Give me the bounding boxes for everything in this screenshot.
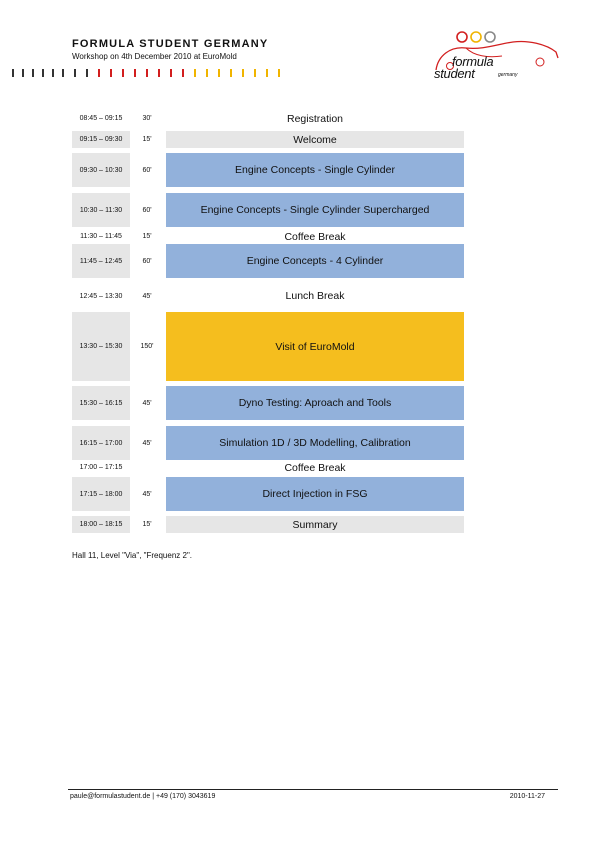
- location-note: Hall 11, Level "Via", "Frequenz 2".: [72, 551, 193, 560]
- session-title: Coffee Break: [166, 230, 464, 243]
- session-duration: 15': [142, 136, 152, 143]
- logo-word-germany: germany: [498, 72, 518, 78]
- session-title: Registration: [166, 111, 464, 126]
- stripe-mark: [62, 69, 64, 77]
- schedule-row: [72, 111, 464, 126]
- stripe-mark: [32, 69, 34, 77]
- session-title: Welcome: [166, 131, 464, 148]
- schedule-row: [72, 193, 464, 227]
- stripe-mark: [278, 69, 280, 77]
- footer-divider: [68, 789, 558, 790]
- session-time: 17:15 – 18:00: [72, 477, 130, 511]
- stripe-mark: [206, 69, 208, 77]
- session-title: Simulation 1D / 3D Modelling, Calibration: [166, 426, 464, 460]
- stripe-mark: [22, 69, 24, 77]
- stripe-mark: [170, 69, 172, 77]
- stripe-mark: [74, 69, 76, 77]
- stripe-mark: [122, 69, 124, 77]
- session-title: Direct Injection in FSG: [166, 477, 464, 511]
- session-title: Lunch Break: [166, 285, 464, 307]
- session-duration: 45': [142, 399, 152, 407]
- organization-title: FORMULA STUDENT GERMANY: [72, 38, 269, 50]
- session-duration: 45': [142, 439, 152, 447]
- session-time: 09:30 – 10:30: [72, 153, 130, 187]
- session-time: 17:00 – 17:15: [72, 461, 130, 474]
- session-title: Engine Concepts - Single Cylinder Supercharged: [166, 193, 464, 227]
- stripe-mark: [218, 69, 220, 77]
- stripe-mark: [12, 69, 14, 77]
- session-duration: [132, 461, 162, 474]
- session-title: Engine Concepts - Single Cylinder: [166, 153, 464, 187]
- session-duration: 150': [140, 343, 154, 350]
- session-duration: 60': [142, 257, 152, 265]
- stripe-mark: [182, 69, 184, 77]
- schedule-row: [72, 312, 464, 381]
- stripe-mark: [110, 69, 112, 77]
- session-time: 10:30 – 11:30: [72, 193, 130, 227]
- session-duration: 15': [142, 521, 152, 528]
- stripe-mark: [266, 69, 268, 77]
- schedule-row: [72, 516, 464, 533]
- stripe-mark: [52, 69, 54, 77]
- session-time: 18:00 – 18:15: [72, 516, 130, 533]
- logo-word-student: student: [434, 66, 475, 81]
- session-time: 11:45 – 12:45: [72, 244, 130, 278]
- stripe-mark: [194, 69, 196, 77]
- schedule-row: [72, 426, 464, 460]
- stripe-mark: [98, 69, 100, 77]
- session-time: 11:30 – 11:45: [72, 230, 130, 243]
- logo-word-formula: formula: [452, 54, 494, 69]
- workshop-subtitle: Workshop on 4th December 2010 at EuroMold: [72, 52, 237, 61]
- session-duration: 45': [142, 292, 152, 300]
- footer-date: 2010-11-27: [509, 793, 545, 800]
- stripe-mark: [134, 69, 136, 77]
- stripe-mark: [254, 69, 256, 77]
- schedule-row: [72, 477, 464, 511]
- stripe-mark: [230, 69, 232, 77]
- session-duration: 60': [142, 206, 152, 214]
- stripe-mark: [86, 69, 88, 77]
- session-time: 15:30 – 16:15: [72, 386, 130, 420]
- session-time: 13:30 – 15:30: [72, 312, 130, 381]
- stripe-mark: [158, 69, 160, 77]
- schedule-row: [72, 285, 464, 307]
- session-duration: 60': [142, 166, 152, 174]
- session-title: Engine Concepts - 4 Cylinder: [166, 244, 464, 278]
- session-title: Dyno Testing: Aproach and Tools: [166, 386, 464, 420]
- session-time: 08:45 – 09:15: [72, 111, 130, 126]
- formula-student-logo: [428, 26, 563, 82]
- session-title: Visit of EuroMold: [166, 312, 464, 381]
- session-title: Summary: [166, 516, 464, 533]
- session-duration: 15': [142, 233, 152, 240]
- schedule-row: [72, 461, 464, 474]
- stripe-mark: [242, 69, 244, 77]
- session-time: 12:45 – 13:30: [72, 285, 130, 307]
- schedule-row: [72, 131, 464, 148]
- schedule-row: [72, 244, 464, 278]
- session-title: Coffee Break: [166, 461, 464, 474]
- session-duration: 30': [142, 115, 152, 122]
- schedule-row: [72, 386, 464, 420]
- stripe-mark: [42, 69, 44, 77]
- schedule-row: [72, 230, 464, 243]
- stripe-mark: [146, 69, 148, 77]
- session-time: 16:15 – 17:00: [72, 426, 130, 460]
- footer-contact: paule@formulastudent.de | +49 (170) 3043619: [70, 793, 216, 800]
- session-time: 09:15 – 09:30: [72, 131, 130, 148]
- schedule-row: [72, 153, 464, 187]
- session-duration: 45': [142, 490, 152, 498]
